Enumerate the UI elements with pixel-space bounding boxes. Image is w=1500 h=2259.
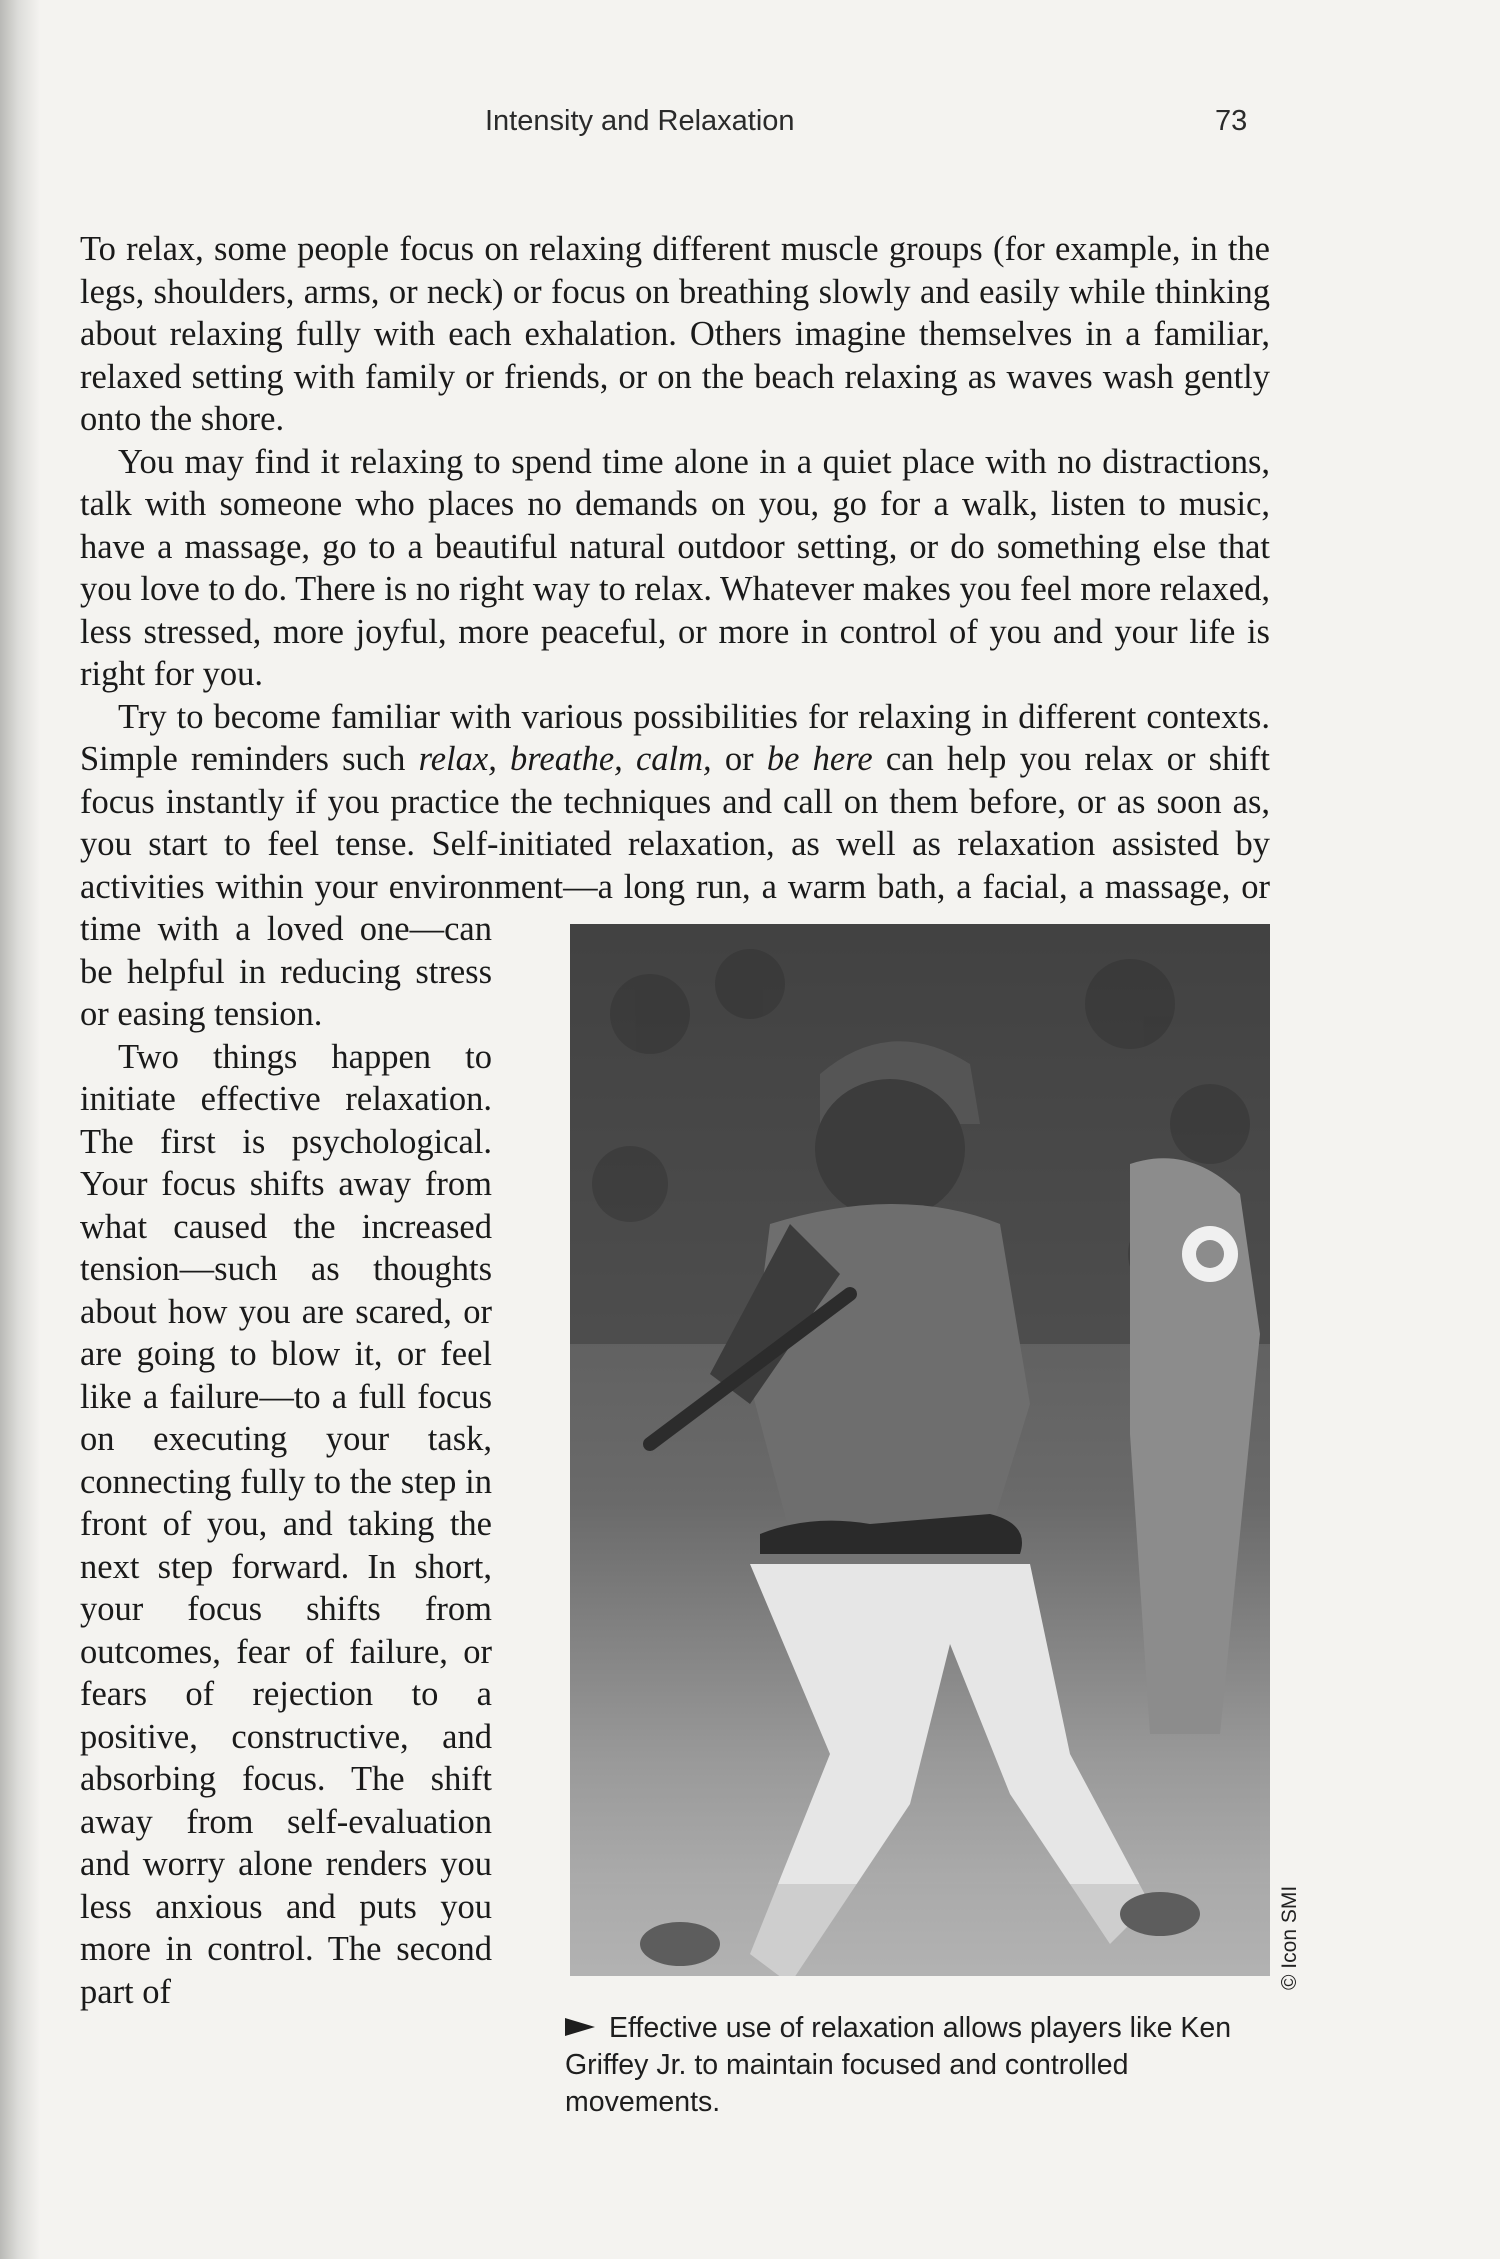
triangle-arrow-icon — [565, 2018, 595, 2036]
paragraph-2: You may find it relaxing to spend time alone in a quiet place with no distractions, talk with someone who places no demands on you, go for a walk, listen to music, have a massage, go to a beautiful natural outdoor setting, or do something else that you love to do. There is no right way to relax. Whatever makes you feel more relaxed, less stressed, more joyful, more peaceful, or more in control of you and your life is right for you. — [80, 442, 1270, 693]
paragraph-3-rest: can help you relax or shift focus instantly if you practice the techniques and call on them before, or as soon as, you start to feel tense. Self-initiated relaxation, as well as relaxation assisted by activities within your environment—a long run, a warm bath, a facial, a massage, or time with a loved one—can be helpful in reducing stress or easing tension. — [80, 740, 1271, 1033]
reminder-words: relax, breathe, calm, — [418, 740, 712, 778]
paragraph-4: Two things happen to initiate effective relaxation. The first is psychological. Your focus shifts away from what caused the increased tension—such as thoughts about how you are scared, or are going to blow it, or feel like a failure—to a full focus on executing your task, connecting fully to the step in front of you, and taking the next step forward. In short, your focus shifts from outcomes, fear of failure, or fears of rejection to a positive, constructive, and absorbing focus. The shift away from self-evaluation and worry alone renders you less anxious and puts you more in control. The second part of — [80, 1037, 492, 2011]
paragraph-1: To relax, some people focus on relaxing different muscle groups (for example, in the legs, shoulders, arms, or neck) or focus on breathing slowly and easily while thinking about relaxing fully with each exhalation. Others imagine themselves in a familiar, relaxed setting with family or friends, or on the beach relaxing as waves wash gently onto the shore. — [80, 230, 1270, 438]
page-number: 73 — [1215, 105, 1248, 137]
photo-credit: © Icon SMI — [1278, 1885, 1301, 1990]
paragraph-3-lead: Try to become familiar with various possibilities for relaxing in different contexts. Simple reminders such — [80, 697, 1270, 778]
paragraph-3-or: or — [711, 740, 767, 778]
chapter-title: Intensity and Relaxation — [485, 105, 795, 137]
reminder-words-2: be here — [766, 740, 873, 778]
baseball-photo — [570, 924, 1270, 1976]
baseball-photo-art — [570, 924, 1270, 1976]
page-edge-shadow — [0, 0, 40, 2259]
figure-caption — [565, 2010, 1275, 2121]
running-head — [0, 105, 1500, 145]
caption-text: Effective use of relaxation allows players like Ken Griffey Jr. to maintain focused and controlled movements. — [565, 2012, 1232, 2118]
